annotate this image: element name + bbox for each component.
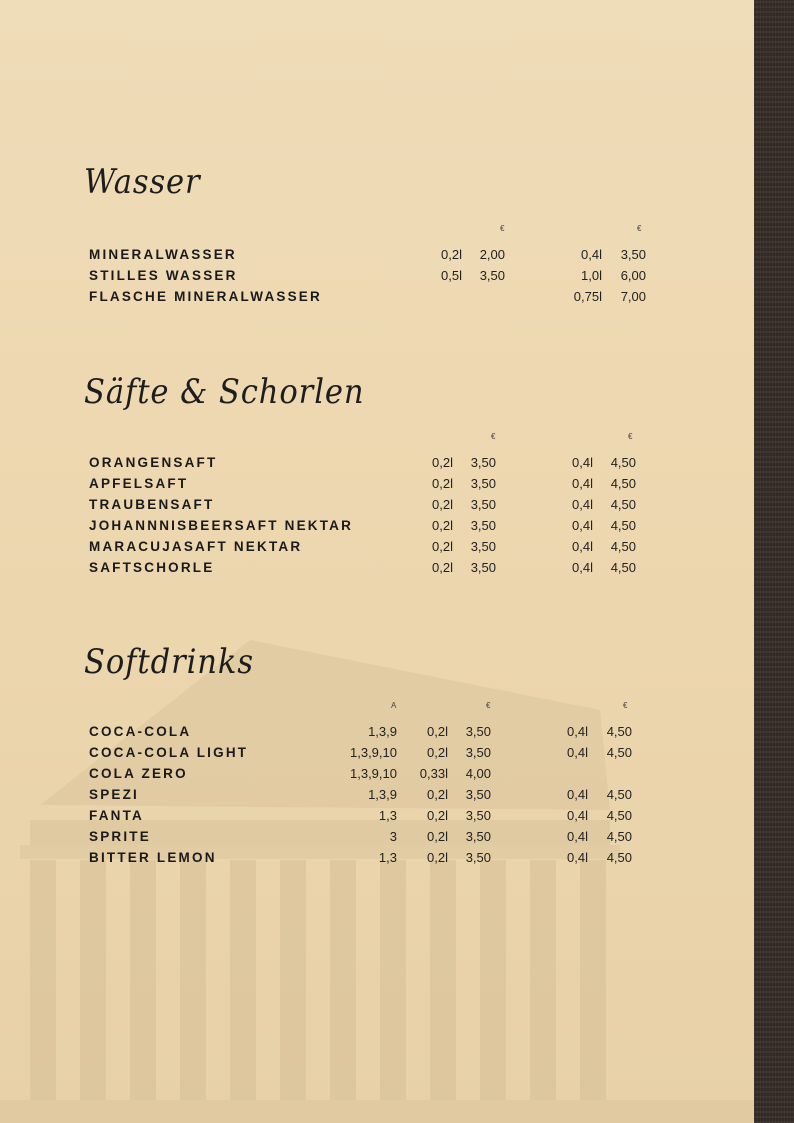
menu-item-row <box>0 742 754 763</box>
menu-item-row <box>0 286 754 307</box>
item-price-2: 4,50 <box>610 560 636 575</box>
item-size-2: 0,4l <box>567 724 588 739</box>
item-size-1: 0,2l <box>432 455 453 470</box>
item-name: BITTER LEMON <box>89 850 217 865</box>
temple-column <box>380 860 406 1100</box>
item-price-1: 3,50 <box>465 787 491 802</box>
item-price-2: 4,50 <box>606 745 632 760</box>
item-price-1: 3,50 <box>470 560 496 575</box>
item-price-1: 3,50 <box>470 497 496 512</box>
item-size-1: 0,2l <box>432 539 453 554</box>
item-price-1: 3,50 <box>470 539 496 554</box>
item-size-1: 0,2l <box>427 850 448 865</box>
item-price-1: 3,50 <box>470 518 496 533</box>
item-price-2: 6,00 <box>620 268 646 283</box>
menu-item-row <box>0 536 754 557</box>
item-price-2: 7,00 <box>620 289 646 304</box>
item-price-1: 3,50 <box>465 724 491 739</box>
item-size-1: 0,33l <box>419 766 448 781</box>
section-title-softdrinks: Softdrinks <box>84 642 254 682</box>
item-size-2: 0,4l <box>572 497 593 512</box>
menu-item-row <box>0 763 754 784</box>
item-size-1: 0,2l <box>432 476 453 491</box>
item-price-2: 4,50 <box>610 497 636 512</box>
temple-column <box>280 860 306 1100</box>
item-name: MINERALWASSER <box>89 247 237 262</box>
item-price-2: 4,50 <box>610 539 636 554</box>
item-name: FLASCHE MINERALWASSER <box>89 289 322 304</box>
temple-column <box>80 860 106 1100</box>
item-price-1: 3,50 <box>470 455 496 470</box>
item-name: MARACUJASAFT NEKTAR <box>89 539 303 554</box>
menu-item-row <box>0 244 754 265</box>
item-size-2: 0,4l <box>572 539 593 554</box>
item-price-2: 4,50 <box>606 829 632 844</box>
section-title-wasser: Wasser <box>84 162 201 202</box>
item-additives: 1,3,9,10 <box>350 745 397 760</box>
item-name: COCA-COLA LIGHT <box>89 745 249 760</box>
item-price-1: 3,50 <box>470 476 496 491</box>
euro-header-1: € <box>491 432 496 441</box>
item-size-1: 0,2l <box>427 724 448 739</box>
item-price-2: 4,50 <box>610 518 636 533</box>
item-size-2: 0,4l <box>572 476 593 491</box>
item-price-2: 4,50 <box>606 808 632 823</box>
item-name: COLA ZERO <box>89 766 188 781</box>
item-size-2: 0,4l <box>567 745 588 760</box>
menu-item-row <box>0 805 754 826</box>
item-additives: 1,3,9,10 <box>350 766 397 781</box>
item-price-2: 3,50 <box>620 247 646 262</box>
item-price-1: 3,50 <box>465 850 491 865</box>
item-additives: 3 <box>389 829 397 844</box>
item-price-2: 4,50 <box>610 476 636 491</box>
item-size-2: 0,4l <box>567 850 588 865</box>
item-size-1: 0,2l <box>441 247 462 262</box>
item-name: SAFTSCHORLE <box>89 560 215 575</box>
item-name: JOHANNNISBEERSAFT NEKTAR <box>89 518 354 533</box>
temple-column <box>30 860 56 1100</box>
item-additives: 1,3 <box>378 850 397 865</box>
item-price-1: 2,00 <box>479 247 505 262</box>
temple-column <box>180 860 206 1100</box>
item-size-2: 0,4l <box>572 518 593 533</box>
additives-header: A <box>391 701 397 710</box>
item-size-2: 0,4l <box>567 787 588 802</box>
item-size-2: 0,4l <box>572 455 593 470</box>
item-size-2: 1,0l <box>581 268 602 283</box>
item-additives: 1,3 <box>378 808 397 823</box>
item-price-2: 4,50 <box>606 850 632 865</box>
menu-item-row <box>0 265 754 286</box>
item-size-1: 0,2l <box>432 518 453 533</box>
temple-column <box>480 860 506 1100</box>
item-price-1: 3,50 <box>465 829 491 844</box>
item-size-1: 0,2l <box>427 745 448 760</box>
item-price-1: 3,50 <box>465 808 491 823</box>
item-size-1: 0,5l <box>441 268 462 283</box>
euro-header-1: € <box>486 701 491 710</box>
item-additives: 1,3,9 <box>368 724 397 739</box>
menu-item-row <box>0 826 754 847</box>
temple-column <box>430 860 456 1100</box>
temple-column <box>330 860 356 1100</box>
menu-item-row <box>0 452 754 473</box>
item-size-1: 0,2l <box>432 497 453 512</box>
item-name: SPEZI <box>89 787 140 802</box>
item-name: APFELSAFT <box>89 476 189 491</box>
item-size-1: 0,2l <box>427 829 448 844</box>
menu-item-row <box>0 721 754 742</box>
item-name: STILLES WASSER <box>89 268 238 283</box>
item-name: FANTA <box>89 808 144 823</box>
item-name: SPRITE <box>89 829 151 844</box>
item-name: ORANGENSAFT <box>89 455 218 470</box>
item-price-1: 3,50 <box>479 268 505 283</box>
menu-item-row <box>0 784 754 805</box>
menu-item-row <box>0 847 754 868</box>
temple-column <box>230 860 256 1100</box>
item-size-1: 0,2l <box>427 808 448 823</box>
item-size-2: 0,4l <box>572 560 593 575</box>
item-price-2: 4,50 <box>610 455 636 470</box>
item-size-2: 0,4l <box>567 829 588 844</box>
section-title-saefte: Säfte & Schorlen <box>84 372 365 412</box>
menu-item-row <box>0 473 754 494</box>
item-additives: 1,3,9 <box>368 787 397 802</box>
item-name: TRAUBENSAFT <box>89 497 215 512</box>
menu-item-row <box>0 557 754 578</box>
item-size-1: 0,2l <box>427 787 448 802</box>
temple-column <box>130 860 156 1100</box>
item-price-2: 4,50 <box>606 787 632 802</box>
euro-header-2: € <box>623 701 628 710</box>
item-price-1: 3,50 <box>465 745 491 760</box>
temple-column <box>530 860 556 1100</box>
temple-column <box>580 860 606 1100</box>
menu-item-row <box>0 515 754 536</box>
item-name: COCA-COLA <box>89 724 192 739</box>
menu-item-row <box>0 494 754 515</box>
item-size-2: 0,4l <box>581 247 602 262</box>
menu-spine <box>754 0 794 1123</box>
temple-illustration <box>0 620 754 1123</box>
item-price-2: 4,50 <box>606 724 632 739</box>
item-price-1: 4,00 <box>465 766 491 781</box>
item-size-2: 0,75l <box>573 289 602 304</box>
euro-header-2: € <box>628 432 633 441</box>
euro-header-1: € <box>500 224 505 233</box>
euro-header-2: € <box>637 224 642 233</box>
item-size-1: 0,2l <box>432 560 453 575</box>
item-size-2: 0,4l <box>567 808 588 823</box>
